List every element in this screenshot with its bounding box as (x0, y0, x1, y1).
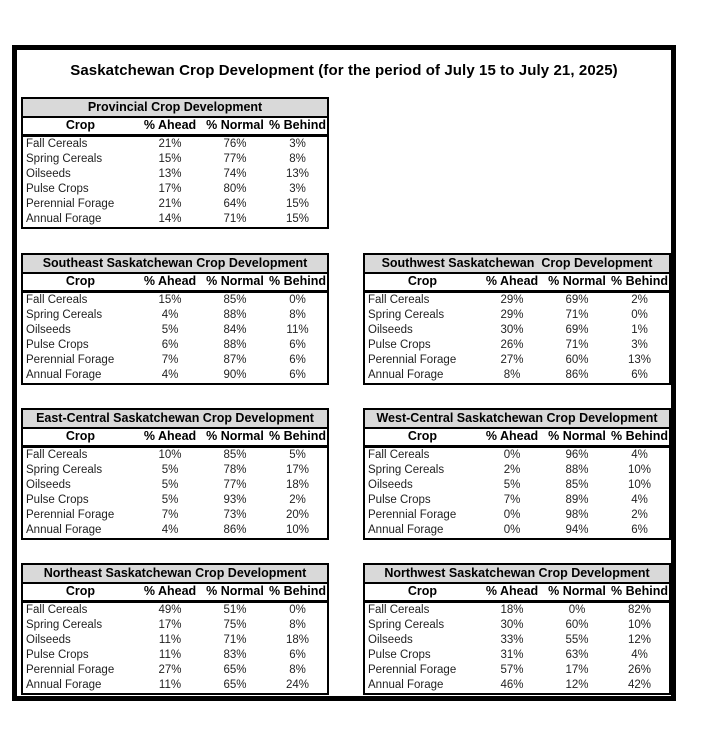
value-normal: 83% (223, 649, 247, 661)
crop-name: Pulse Crops (368, 339, 431, 351)
value-behind: 12% (628, 634, 652, 646)
value-normal: 55% (565, 634, 589, 646)
value-ahead: 5% (161, 494, 179, 506)
table-row (22, 353, 328, 368)
crop-table (363, 408, 671, 540)
crop-name: Perennial Forage (26, 198, 115, 210)
column-header-crop: Crop (22, 117, 138, 136)
column-header-ahead: % Ahead (480, 428, 544, 447)
value-ahead: 5% (161, 479, 179, 491)
value-ahead: 5% (503, 479, 521, 491)
table-row (364, 633, 670, 648)
table-row (22, 478, 328, 493)
value-ahead: 27% (500, 354, 524, 366)
value-normal: 71% (565, 309, 589, 321)
value-behind: 4% (631, 494, 648, 506)
value-behind: 5% (289, 449, 306, 461)
crop-name: Pulse Crops (26, 339, 89, 351)
value-normal: 71% (565, 339, 589, 351)
value-ahead: 6% (161, 339, 179, 351)
column-header-ahead: % Ahead (138, 583, 202, 602)
crop-table (21, 253, 329, 385)
value-ahead: 15% (158, 294, 182, 306)
table-row (364, 493, 670, 508)
column-header-ahead: % Ahead (138, 428, 202, 447)
value-normal: 75% (223, 619, 247, 631)
value-ahead: 7% (503, 494, 521, 506)
crop-name: Fall Cereals (368, 449, 430, 461)
value-behind: 8% (289, 619, 306, 631)
value-behind: 24% (285, 679, 310, 691)
crop-name: Annual Forage (26, 369, 102, 381)
value-normal: 64% (223, 198, 247, 210)
value-normal: 85% (223, 449, 247, 461)
table-row (364, 523, 670, 539)
table-header-row (22, 273, 328, 292)
column-header-normal: % Normal (544, 273, 610, 292)
value-normal: 98% (565, 509, 589, 521)
value-normal: 85% (223, 294, 247, 306)
crop-name: Fall Cereals (26, 604, 88, 616)
table-row (22, 292, 328, 309)
column-header-behind: % Behind (610, 583, 670, 602)
table-row (364, 308, 670, 323)
column-header-behind: % Behind (610, 428, 670, 447)
value-normal: 88% (223, 339, 247, 351)
table-row (22, 523, 328, 539)
value-ahead: 7% (161, 354, 179, 366)
table-row (364, 368, 670, 384)
value-behind: 6% (289, 354, 306, 366)
value-normal: 96% (565, 449, 589, 461)
table-row (22, 447, 328, 464)
crop-name: Fall Cereals (368, 294, 430, 306)
crop-name: Pulse Crops (368, 494, 431, 506)
value-ahead: 30% (500, 619, 524, 631)
table-row (22, 182, 328, 197)
column-header-normal: % Normal (202, 117, 268, 136)
value-ahead: 7% (161, 509, 179, 521)
value-ahead: 46% (500, 679, 524, 691)
value-behind: 13% (286, 168, 310, 180)
value-ahead: 2% (503, 464, 521, 476)
crop-name: Annual Forage (368, 679, 444, 691)
column-header-ahead: % Ahead (480, 583, 544, 602)
crop-name: Pulse Crops (26, 494, 89, 506)
crop-name: Fall Cereals (26, 449, 88, 461)
crop-table (21, 408, 329, 540)
table-header-row (22, 583, 328, 602)
table-header-row (22, 117, 328, 136)
crop-name: Pulse Crops (26, 649, 89, 661)
value-behind: 0% (289, 294, 306, 306)
crop-name: Spring Cereals (26, 619, 103, 631)
table-row (22, 633, 328, 648)
table-row (364, 618, 670, 633)
value-behind: 10% (628, 479, 652, 491)
value-behind: 26% (628, 664, 652, 676)
value-ahead: 49% (158, 604, 182, 616)
table-title-row (22, 98, 328, 117)
crop-name: Oilseeds (26, 634, 71, 646)
value-behind: 2% (631, 294, 648, 306)
value-ahead: 10% (158, 449, 182, 461)
crop-name: Annual Forage (26, 679, 102, 691)
value-ahead: 11% (158, 634, 182, 646)
value-normal: 85% (565, 479, 589, 491)
column-header-ahead: % Ahead (480, 273, 544, 292)
value-behind: 10% (285, 524, 310, 536)
table-row (22, 136, 328, 153)
crop-name: Spring Cereals (368, 309, 445, 321)
value-behind: 0% (631, 309, 648, 321)
crop-name: Perennial Forage (368, 509, 457, 521)
crop-name: Spring Cereals (26, 464, 103, 476)
table-row (22, 648, 328, 663)
value-ahead: 15% (158, 153, 182, 165)
column-header-behind: % Behind (268, 117, 328, 136)
value-ahead: 4% (161, 309, 179, 321)
value-normal: 65% (223, 679, 247, 691)
table-title-row (22, 409, 328, 428)
crop-name: Annual Forage (26, 213, 102, 225)
value-behind: 18% (285, 479, 310, 491)
value-behind: 18% (285, 634, 310, 646)
crop-name: Pulse Crops (368, 649, 431, 661)
table-row (364, 508, 670, 523)
value-normal: 86% (223, 524, 247, 536)
crop-name: Spring Cereals (26, 153, 103, 165)
value-behind: 3% (631, 339, 648, 351)
crop-name: Spring Cereals (368, 464, 445, 476)
column-header-crop: Crop (22, 273, 138, 292)
table-header-row (364, 583, 670, 602)
column-header-behind: % Behind (268, 583, 328, 602)
value-normal: 51% (223, 604, 247, 616)
value-ahead: 8% (503, 369, 521, 381)
value-ahead: 21% (158, 198, 182, 210)
value-behind: 4% (631, 649, 648, 661)
value-normal: 69% (565, 324, 589, 336)
crop-table (363, 563, 671, 695)
crop-name: Perennial Forage (368, 664, 457, 676)
value-behind: 6% (289, 649, 306, 661)
table-title: West-Central Saskatchewan Crop Development (364, 409, 670, 428)
value-behind: 4% (631, 449, 648, 461)
column-header-crop: Crop (22, 428, 138, 447)
value-ahead: 29% (500, 294, 524, 306)
column-header-normal: % Normal (202, 583, 268, 602)
table-row (364, 323, 670, 338)
table-row (364, 602, 670, 619)
value-behind: 1% (631, 324, 648, 336)
table-header-row (364, 273, 670, 292)
crop-name: Oilseeds (26, 168, 71, 180)
value-normal: 63% (565, 649, 589, 661)
value-ahead: 30% (500, 324, 524, 336)
value-normal: 65% (223, 664, 247, 676)
page-frame (12, 45, 676, 701)
value-behind: 17% (285, 464, 310, 476)
value-ahead: 13% (158, 168, 182, 180)
value-normal: 88% (223, 309, 247, 321)
value-behind: 3% (289, 138, 306, 150)
table-row (22, 618, 328, 633)
value-ahead: 27% (158, 664, 182, 676)
value-normal: 94% (565, 524, 589, 536)
value-behind: 42% (628, 679, 652, 691)
table-title-row (364, 409, 670, 428)
value-normal: 69% (565, 294, 589, 306)
table-row (22, 197, 328, 212)
table-row (22, 678, 328, 694)
value-behind: 6% (631, 524, 648, 536)
column-header-normal: % Normal (202, 428, 268, 447)
column-header-ahead: % Ahead (138, 117, 202, 136)
crop-name: Perennial Forage (26, 509, 115, 521)
value-behind: 13% (628, 354, 652, 366)
value-ahead: 21% (158, 138, 182, 150)
table-row (22, 308, 328, 323)
value-normal: 12% (565, 679, 589, 691)
value-behind: 82% (628, 604, 652, 616)
table-row (22, 463, 328, 478)
table-row (364, 338, 670, 353)
crop-name: Spring Cereals (26, 309, 103, 321)
value-behind: 6% (289, 369, 306, 381)
value-normal: 60% (565, 619, 589, 631)
crop-name: Perennial Forage (26, 354, 115, 366)
value-normal: 90% (223, 369, 247, 381)
value-ahead: 5% (161, 324, 179, 336)
value-behind: 6% (631, 369, 648, 381)
value-normal: 74% (223, 168, 247, 180)
crop-table (363, 253, 671, 385)
value-normal: 0% (568, 604, 586, 616)
crop-table (21, 563, 329, 695)
value-behind: 0% (289, 604, 306, 616)
table-row (364, 447, 670, 464)
value-ahead: 57% (500, 664, 524, 676)
column-header-normal: % Normal (544, 428, 610, 447)
table-title: Southwest Saskatchewan Crop Development (364, 254, 670, 273)
crop-table (21, 97, 329, 229)
value-behind: 11% (286, 324, 309, 336)
value-normal: 71% (223, 634, 247, 646)
crop-name: Annual Forage (26, 524, 102, 536)
value-behind: 8% (289, 153, 306, 165)
column-header-behind: % Behind (610, 273, 670, 292)
value-ahead: 11% (158, 679, 182, 691)
crop-name: Oilseeds (26, 324, 71, 336)
value-ahead: 31% (500, 649, 524, 661)
table-row (364, 663, 670, 678)
value-ahead: 33% (500, 634, 524, 646)
table-row (364, 648, 670, 663)
value-ahead: 11% (158, 649, 182, 661)
column-header-normal: % Normal (544, 583, 610, 602)
crop-name: Oilseeds (26, 479, 71, 491)
crop-name: Fall Cereals (368, 604, 430, 616)
value-normal: 84% (223, 324, 247, 336)
value-behind: 15% (286, 213, 310, 225)
table-title: Northeast Saskatchewan Crop Development (22, 564, 328, 583)
crop-name: Oilseeds (368, 324, 413, 336)
value-normal: 71% (223, 213, 247, 225)
crop-name: Spring Cereals (368, 619, 445, 631)
table-row (364, 292, 670, 309)
value-behind: 20% (285, 509, 310, 521)
crop-name: Oilseeds (368, 634, 413, 646)
value-behind: 2% (289, 494, 306, 506)
value-normal: 80% (223, 183, 247, 195)
column-header-ahead: % Ahead (138, 273, 202, 292)
table-title-row (22, 254, 328, 273)
crop-name: Fall Cereals (26, 294, 88, 306)
value-normal: 73% (223, 509, 247, 521)
table-header-row (22, 428, 328, 447)
table-row (22, 508, 328, 523)
value-normal: 77% (223, 153, 247, 165)
value-ahead: 29% (500, 309, 524, 321)
column-header-crop: Crop (364, 428, 480, 447)
value-normal: 78% (223, 464, 247, 476)
value-normal: 77% (223, 479, 247, 491)
page-title: Saskatchewan Crop Development (for the period of July 15 to July 21, 2025) (70, 62, 618, 79)
table-row (364, 463, 670, 478)
table-row (22, 368, 328, 384)
table-row (22, 663, 328, 678)
crop-name: Perennial Forage (368, 354, 457, 366)
value-ahead: 14% (158, 213, 182, 225)
value-ahead: 4% (161, 369, 179, 381)
value-behind: 8% (289, 309, 306, 321)
value-normal: 86% (565, 369, 589, 381)
table-title: Provincial Crop Development (22, 98, 328, 117)
table-title-row (364, 254, 670, 273)
crop-name: Pulse Crops (26, 183, 89, 195)
value-behind: 3% (289, 183, 306, 195)
value-behind: 10% (628, 619, 652, 631)
value-behind: 15% (286, 198, 310, 210)
value-ahead: 0% (503, 524, 521, 536)
value-normal: 60% (565, 354, 589, 366)
value-ahead: 0% (503, 509, 521, 521)
crop-name: Perennial Forage (26, 664, 115, 676)
table-row (22, 493, 328, 508)
table-row (364, 678, 670, 694)
column-header-crop: Crop (22, 583, 138, 602)
column-header-crop: Crop (364, 273, 480, 292)
column-header-behind: % Behind (268, 428, 328, 447)
value-ahead: 26% (500, 339, 524, 351)
table-title-row (22, 564, 328, 583)
value-behind: 6% (289, 339, 306, 351)
value-ahead: 17% (158, 183, 182, 195)
value-normal: 93% (223, 494, 247, 506)
table-title-row (364, 564, 670, 583)
value-normal: 87% (223, 354, 247, 366)
value-behind: 8% (289, 664, 306, 676)
value-ahead: 17% (158, 619, 182, 631)
crop-name: Oilseeds (368, 479, 413, 491)
table-row (22, 602, 328, 619)
table-title: Northwest Saskatchewan Crop Development (364, 564, 670, 583)
table-row (22, 152, 328, 167)
table-title: Southeast Saskatchewan Crop Development (22, 254, 328, 273)
value-ahead: 4% (161, 524, 179, 536)
column-header-crop: Crop (364, 583, 480, 602)
value-ahead: 5% (161, 464, 179, 476)
value-normal: 17% (565, 664, 589, 676)
value-normal: 89% (565, 494, 589, 506)
crop-name: Annual Forage (368, 524, 444, 536)
value-normal: 88% (565, 464, 589, 476)
table-row (364, 353, 670, 368)
table-row (22, 338, 328, 353)
table-row (22, 323, 328, 338)
table-title: East-Central Saskatchewan Crop Development (22, 409, 328, 428)
column-header-normal: % Normal (202, 273, 268, 292)
column-header-behind: % Behind (268, 273, 328, 292)
value-normal: 76% (223, 138, 247, 150)
crop-name: Annual Forage (368, 369, 444, 381)
value-behind: 2% (631, 509, 648, 521)
value-ahead: 0% (503, 449, 521, 461)
value-behind: 10% (628, 464, 652, 476)
table-row (22, 167, 328, 182)
value-ahead: 18% (500, 604, 524, 616)
crop-name: Fall Cereals (26, 138, 88, 150)
table-row (364, 478, 670, 493)
table-header-row (364, 428, 670, 447)
table-row (22, 212, 328, 228)
